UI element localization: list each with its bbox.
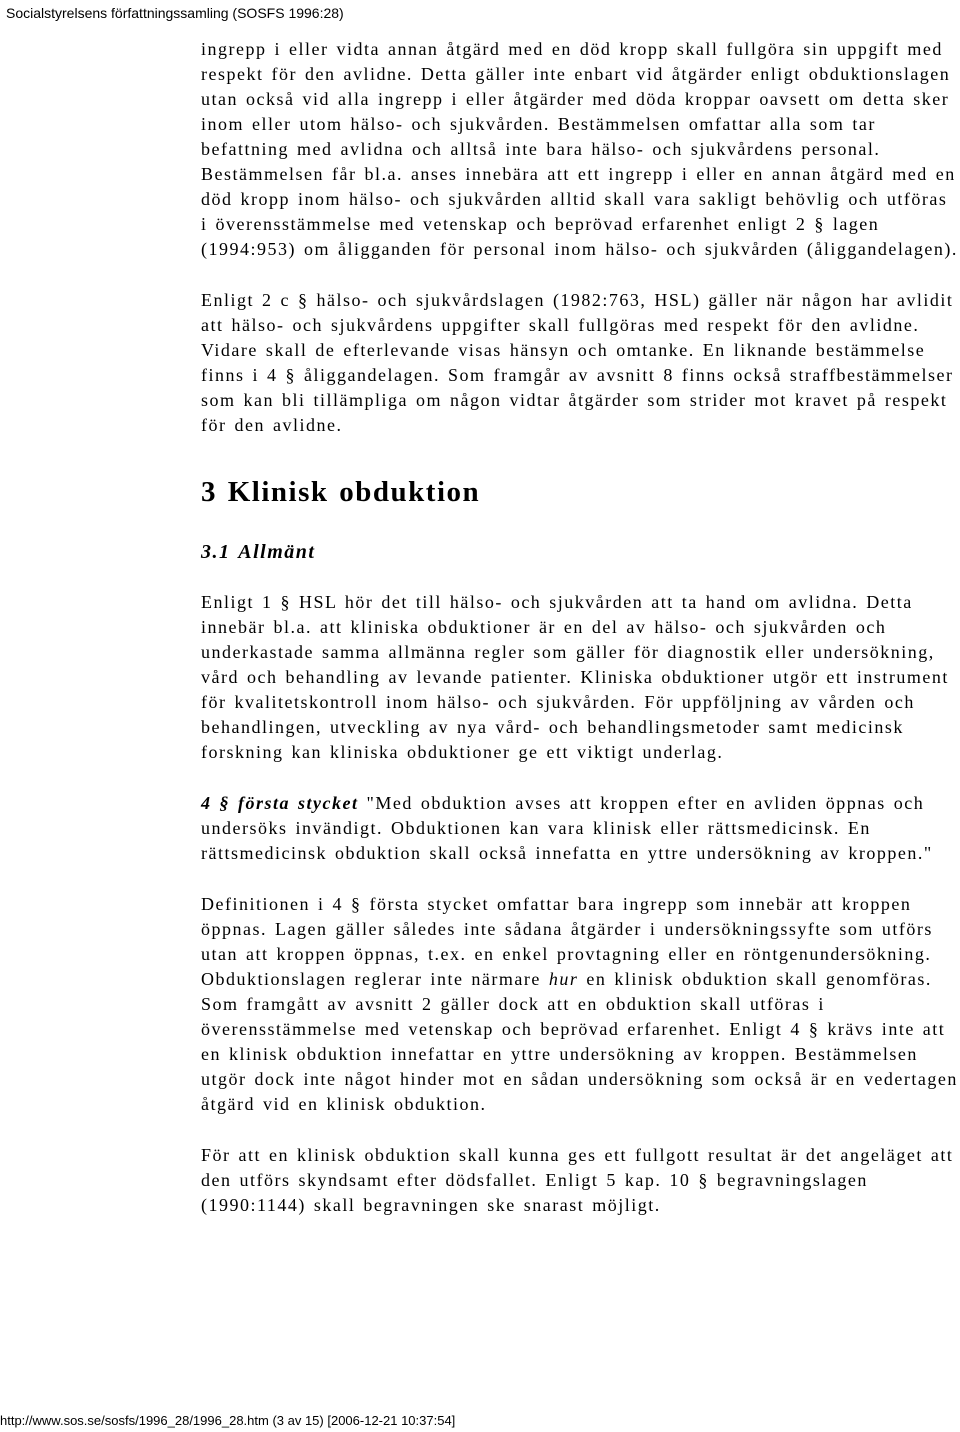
paragraph-law-quote [201,791,960,866]
paragraph-definition [201,892,960,1117]
definition-emphasis: hur [548,969,579,989]
page-header-title: Socialstyrelsens författningssamling (SOSFS 1996:28) [6,5,344,21]
paragraph-respect-deceased: ingrepp i eller vidta annan åtgärd med en död kropp skall fullgöra sin uppgift med respekt för den avlidne. Detta gäller inte enbart vid åtgärder enligt obduktionslagen utan också vid alla ingrepp i eller åtgärder med döda kroppar oavsett om detta sker inom eller utom hälso- och sjukvården. Bestämmelsen omfattar alla som tar befattning med avlidna och alltså inte bara hälso- och sjukvårdens personal. Bestämmelsen får bl.a. anses innebära att ett ingrepp i eller en annan åtgärd med en död kropp inom hälso- och sjukvården alltid skall vara sakligt behövlig och utföras i överensstämmelse med vetenskap och beprövad erfarenhet enligt 2 § lagen (1994:953) om åligganden för personal inom hälso- och sjukvården (åliggandelagen). [201,39,958,259]
subsection-heading: 3.1 Allmänt [201,541,316,563]
law-reference: 4 § första stycket [201,793,359,813]
page-footer-url: http://www.sos.se/sosfs/1996_28/1996_28.htm (3 av 15) [2006-12-21 10:37:54] [0,1413,456,1428]
paragraph-hsl-1: Enligt 1 § HSL hör det till hälso- och sjukvården att ta hand om avlidna. Detta innebär bl.a. att kliniska obduktioner är en del av hälso- och sjukvården och underkastade samma allmänna regler som gäller för diagnostik eller undersökning, vård och behandling av levande patienter. Kliniska obduktioner utgör ett instrument för kvalitetskontroll inom hälso- och sjukvården. För uppföljning av vården och behandlingen, utveckling av nya vård- och behandlingsmetoder samt medicinsk forskning kan kliniska obduktioner ge ett viktigt underlag. [201,592,949,762]
paragraph-hsl-2c: Enligt 2 c § hälso- och sjukvårdslagen (1982:763, HSL) gäller när någon har avlidit att hälso- och sjukvårdens uppgifter skall fullgöras med respekt för den avlidne. Vidare skall de efterlevande visas hänsyn och omtanke. En liknande bestämmelse finns i 4 § åliggandelagen. Som framgår av avsnitt 8 finns också straffbestämmelser som kan bli tillämpliga om någon vidtar åtgärder som strider mot kravet på respekt för den avlidne. [201,290,954,435]
definition-text-b: en klinisk obduktion skall genomföras. Som framgått av avsnitt 2 gäller dock att en obduktion skall utföras i överensstämmelse med vetenskap och beprövad erfarenhet. Enligt 4 § krävs inte att en klinisk obduktion innefattar en yttre undersökning av kroppen. Bestämmelsen utgör dock inte något hinder mot en sådan undersökning som också är en vedertagen åtgärd vid en klinisk obduktion. [201,969,958,1114]
paragraph-burial-law: För att en klinisk obduktion skall kunna ges ett fullgott resultat är det angeläget att den utförs skyndsamt efter dödsfallet. Enligt 5 kap. 10 § begravningslagen (1990:1144) skall begravningen ske snarast möjligt. [201,1145,954,1215]
document-body [201,37,960,1218]
section-heading: 3 Klinisk obduktion [201,476,481,508]
law-quote-text: "Med obduktion avses att kroppen efter en avliden öppnas och undersöks invändigt. Obduktionen kan vara klinisk eller rättsmedicinsk. En rättsmedicinsk obduktion skall också innefatta en yttre undersökning av kroppen." [201,793,933,863]
definition-text-a: Definitionen i 4 § första stycket omfattar bara ingrepp som innebär att kroppen öppnas. Lagen gäller således inte sådana åtgärder i undersökningssyfte som utförs utan att kroppen öppnas, t.ex. en enkel provtagning eller en röntgenundersökning. Obduktionslagen reglerar inte närmare [201,894,933,989]
